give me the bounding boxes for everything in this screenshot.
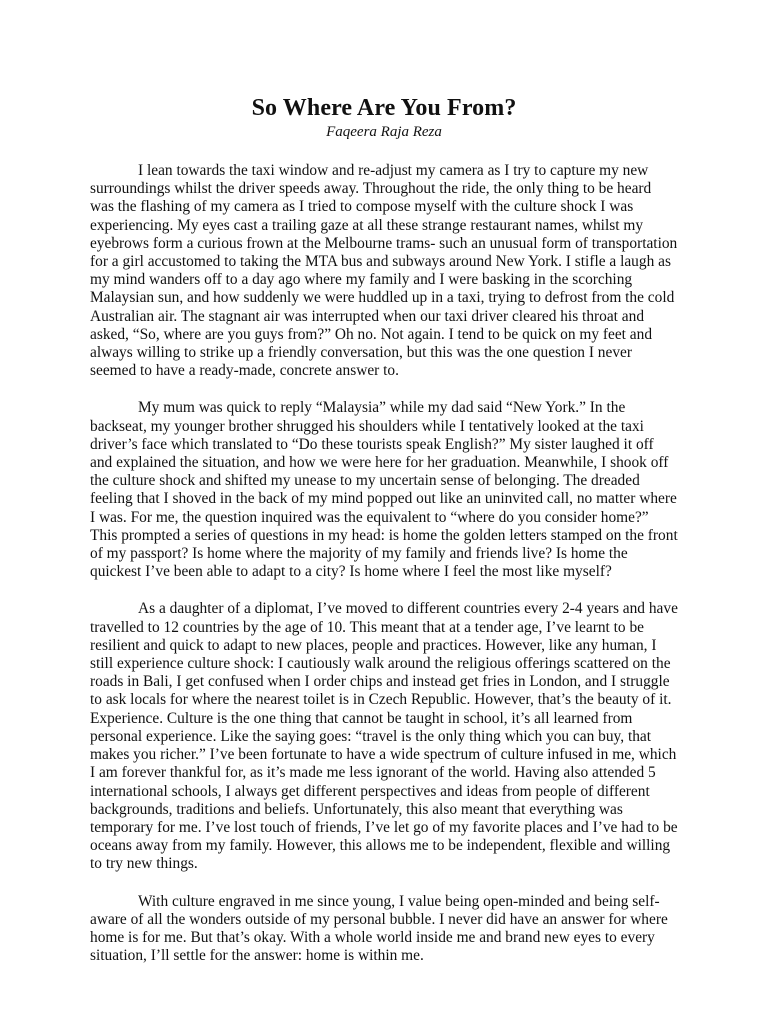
document-author: Faqeera Raja Reza [326,124,442,140]
document-title: So Where Are You From? [251,95,517,121]
paragraph-1: I lean towards the taxi window and re-adjust my camera as I try to capture my new surroundings whilst the driver speeds away. Throughout the ride, the only thing to be heard was the flashing of my camera as I tried to compose myself with the culture shock I was experiencing. My eyes cast a trailing gaze at all these strange restaurant names, whilst my eyebrows form a curious frown at the Melbourne trams- such an unusual form of transportation for a girl accustomed to taking the MTA bus and subways around New York. I stifle a laugh as my mind wanders off to a day ago where my family and I were basking in the scorching Malaysian sun, and how suddenly we were huddled up in a taxi, trying to defrost from the cold Australian air. The stagnant air was interrupted when our taxi driver cleared his throat and asked, “So, where are you guys from?” Oh no. Not again. I tend to be quick on my feet and always willing to strike up a friendly conversation, but this was the one question I never seemed to have a ready-made, concrete answer to. [90,162,678,380]
paragraph-3: As a daughter of a diplomat, I’ve moved to different countries every 2-4 years and have travelled to 12 countries by the age of 10. This meant that at a tender age, I’ve learnt to be resilient and quick to adapt to new places, people and practices. However, like any human, I still experience culture shock: I cautiously walk around the religious offerings scattered on the roads in Bali, I get confused when I order chips and instead get fries in London, and I struggle to ask locals for where the nearest toilet is in Czech Republic. However, that’s the beauty of it. Experience. Culture is the one thing that cannot be taught in school, it’s all learned from personal experience. Like the saying goes: “travel is the only thing which you can buy, that makes you richer.” I’ve been fortunate to have a wide spectrum of culture infused in me, which I am forever thankful for, as it’s made me less ignorant of the world. Having also attended 5 international schools, I always get different perspectives and ideas from people of different backgrounds, traditions and beliefs. Unfortunately, this also meant that everything was temporary for me. I’ve lost touch of friends, I’ve let go of my favorite places and I’ve had to be oceans away from my family. However, this allows me to be independent, flexible and willing to try new things. [90,600,678,873]
paragraph-2: My mum was quick to reply “Malaysia” while my dad said “New York.” In the backseat, my younger brother shrugged his shoulders while I tentatively looked at the taxi driver’s face which translated to “Do these tourists speak English?” My sister laughed it off and explained the situation, and how we were here for her graduation. Meanwhile, I shook off the culture shock and shifted my unease to my uncertain sense of belonging. The dreaded feeling that I shoved in the back of my mind popped out like an uninvited call, no matter where I was. For me, the question inquired was the equivalent to “where do you consider home?” This prompted a series of questions in my head: is home the golden letters stamped on the front of my passport? Is home where the majority of my family and friends live? Is home the quickest I’ve been able to adapt to a city? Is home where I feel the most like myself? [90,399,678,581]
paragraph-4: With culture engraved in me since young, I value being open-minded and being self-aware of all the wonders outside of my personal bubble. I never did have an answer for where home is for me. But that’s okay. With a whole world inside me and brand new eyes to every situation, I’ll settle for the answer: home is within me. [90,892,668,965]
